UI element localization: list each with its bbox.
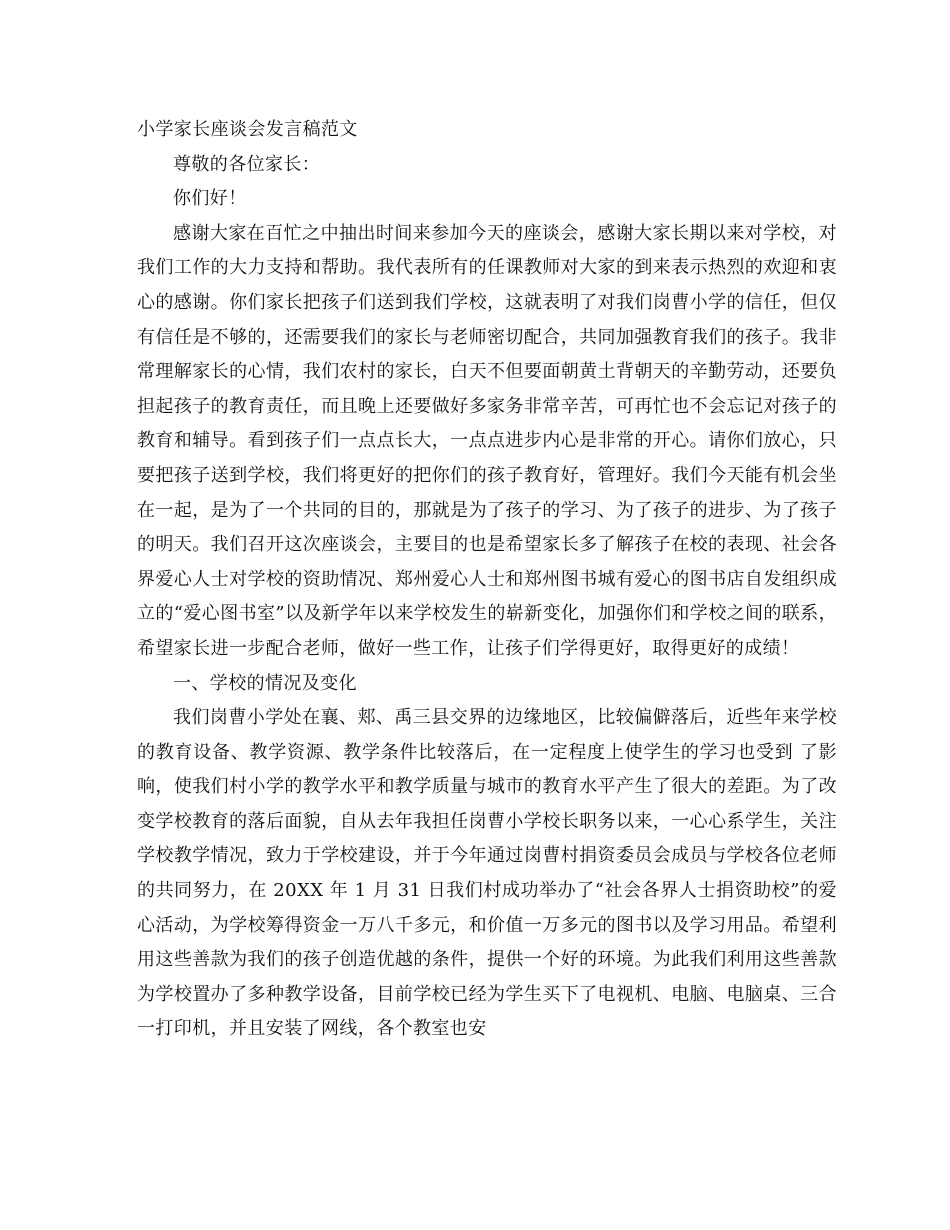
- document-title: 小学家长座谈会发言稿范文: [137, 119, 358, 140]
- body-paragraph-1: 感谢大家在百忙之中抽出时间来参加今天的座谈会，感谢大家长期以来对学校，对我们工作的大力支持和帮助。我代表所有的任课教师对大家的到来表示热烈的欢迎和衷心的感谢。你们家长把孩子们送到我们学校，这就表明了对我们岗曹小学的信任，但仅有信任是不够的，还需要我们的家长与老师密切配合，共同加强教育我们的孩子。我非常理解家长的心情，我们农村的家长，白天不但要面朝黄土背朝天的辛勤劳动，还要负担起孩子的教育责任，而且晚上还要做好多家务非常辛苦，可再忙也不会忘记对孩子的教育和辅导。看到孩子们一点点长大，一点点进步内心是非常的开心。请你们放心，只要把孩子送到学校，我们将更好的把你们的孩子教育好，管理好。我们今天能有机会坐在一起，是为了一个共同的目的，那就是为了孩子的学习、为了孩子的进步、为了孩子的明天。我们召开这次座谈会，主要目的也是希望家长多了解孩子在校的表现、社会各界爱心人士对学校的资助情况、郑州爱心人士和郑州图书城有爱心的图书店自发组织成立的“爱心图书室”以及新学年以来学校发生的崭新变化，加强你们和学校之间的联系，希望家长进一步配合老师，做好一些工作，让孩子们学得更好，取得更好的成绩！: [137, 222, 838, 659]
- salutation: 尊敬的各位家长：: [173, 153, 321, 175]
- greeting: 你们好！: [173, 188, 247, 210]
- section-heading: 一、学校的情况及变化: [173, 672, 357, 694]
- document-body: [137, 113, 837, 1047]
- body-paragraph-2: 我们岗曹小学处在襄、郏、禹三县交界的边缘地区，比较偏僻落后，近些年来学校的教育设备、教学资源、教学条件比较落后，在一定程度上使学生的学习也受到 了影响，使我们村小学的教学水平和教学质量与城市的教育水平产生了很大的差距。为了改变学校教育的落后面貌，自从去年我担任岗曹小学校长职务以来，一心心系学生，关注学校教学情况，致力于学校建设，并于今年通过岗曹村捐资委员会成员与学校各位老师的共同努力，在 20XX 年 1 月 31 日我们村成功举办了“社会各界人士捐资助校”的爱心活动，为学校筹得资金一万八千多元，和价值一万多元的图书以及学习用品。希望利用这些善款为我们的孩子创造优越的条件，提供一个好的环境。为此我们利用这些善款为学校置办了多种教学设备，目前学校已经为学生买下了电视机、电脑、电脑桌、三合一打印机，并且安装了网线，各个教室也安: [137, 707, 837, 1040]
